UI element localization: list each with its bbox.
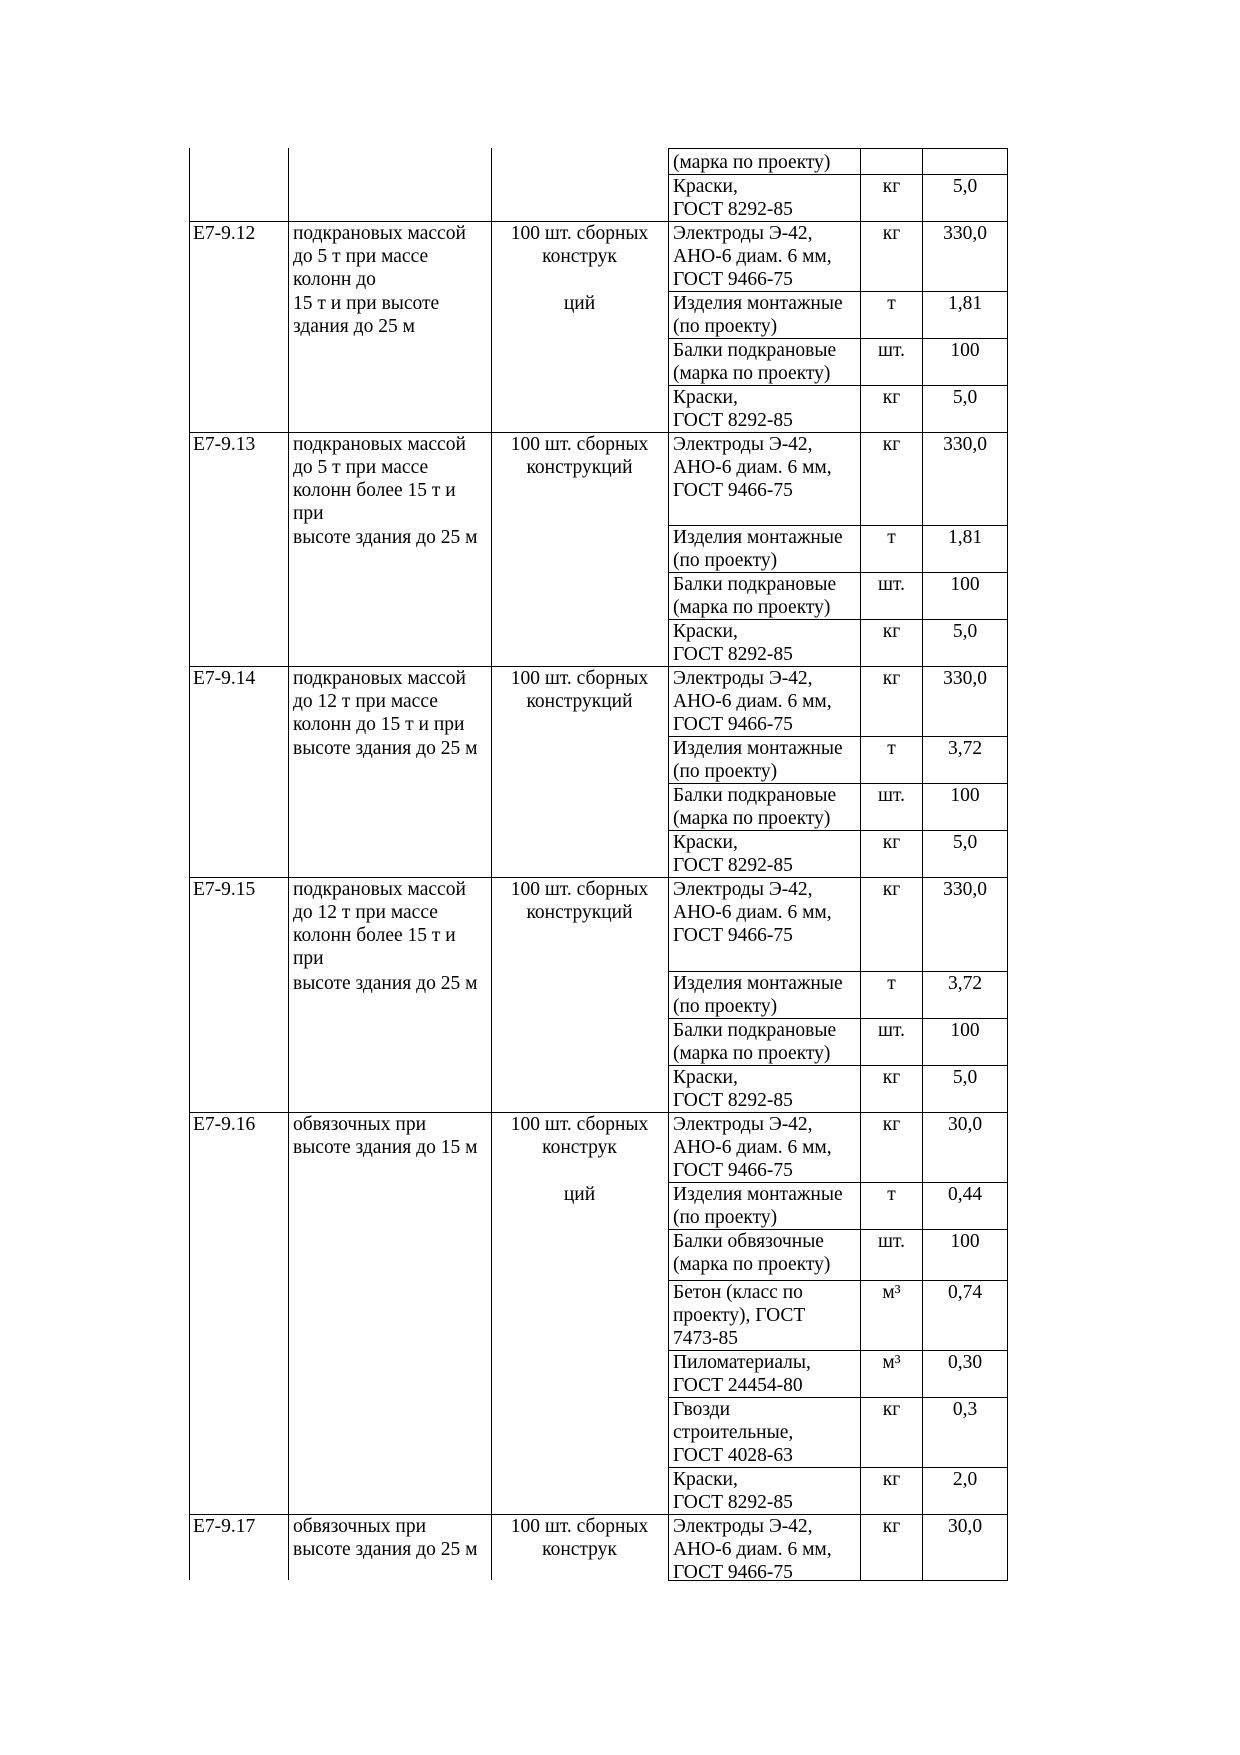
material-name: Краски, ГОСТ 8292-85: [673, 387, 793, 431]
material-name: Электроды Э-42, АНО-6 диам. 6 мм, ГОСТ 9466-75: [673, 1516, 832, 1583]
row-description-cont: 15 т и при высоте здания до 25 м: [293, 293, 440, 337]
material-qty: 0,74: [947, 1282, 983, 1303]
material-qty: 0,44: [947, 1184, 983, 1205]
hline: [668, 148, 1008, 149]
row-code: Е7-9.13: [193, 434, 256, 455]
material-unit: кг: [882, 1399, 901, 1420]
material-name: Балки подкрановые (марка по проекту): [673, 785, 837, 829]
row-description-cont: высоте здания до 25 м: [293, 738, 478, 759]
row-description: обвязочных при высоте здания до 25 м: [293, 1516, 478, 1560]
material-name: Краски, ГОСТ 8292-85: [673, 1469, 793, 1513]
material-unit: шт.: [878, 574, 905, 595]
material-name: Гвозди строительные, ГОСТ 4028-63: [673, 1399, 794, 1466]
material-qty: 100: [950, 1020, 980, 1041]
material-name: Балки подкрановые (марка по проекту): [673, 574, 837, 618]
material-name: Краски, ГОСТ 8292-85: [673, 832, 793, 876]
material-qty: 330,0: [943, 434, 987, 455]
material-unit: кг: [882, 1516, 901, 1537]
row-description-cont: высоте здания до 25 м: [293, 973, 478, 994]
material-name: Краски, ГОСТ 8292-85: [673, 621, 793, 665]
material-name: Балки обвязочные (марка по проекту): [673, 1231, 831, 1275]
row-description: подкрановых массой до 12 т при массе колонн до 15 т и при: [293, 668, 466, 735]
row-code: Е7-9.15: [193, 879, 256, 900]
material-name: Балки подкрановые (марка по проекту): [673, 340, 837, 384]
material-unit: т: [887, 293, 896, 314]
material-qty: 5,0: [952, 832, 978, 853]
row-unit-cont: ций: [563, 293, 596, 314]
col-line-7: [1007, 148, 1008, 1580]
material-unit: шт.: [878, 1231, 905, 1252]
row-code: Е7-9.12: [193, 223, 256, 244]
row-unit: 100 шт. сборных конструкций: [510, 879, 649, 923]
material-qty: 1,81: [947, 293, 983, 314]
material-name: Краски, ГОСТ 8292-85: [673, 1067, 793, 1111]
material-qty: 100: [950, 574, 980, 595]
material-name: Изделия монтажные (по проекту): [673, 293, 843, 337]
material-qty: 100: [950, 785, 980, 806]
material-qty: 0,3: [952, 1399, 978, 1420]
col-line-3: [491, 148, 492, 1580]
material-name: Бетон (класс по проекту), ГОСТ 7473-85: [673, 1282, 806, 1349]
material-qty: 5,0: [952, 387, 978, 408]
material-unit: кг: [882, 387, 901, 408]
material-qty: 5,0: [952, 1067, 978, 1088]
material-qty: 330,0: [943, 668, 987, 689]
material-unit: шт.: [878, 785, 905, 806]
row-unit: 100 шт. сборных конструк: [510, 223, 649, 267]
row-description: обвязочных при высоте здания до 15 м: [293, 1114, 478, 1158]
material-unit: шт.: [878, 1020, 905, 1041]
material-qty: 30,0: [947, 1114, 983, 1135]
row-code: Е7-9.16: [193, 1114, 256, 1135]
col-line-4: [668, 148, 669, 1580]
material-unit: кг: [882, 1067, 901, 1088]
material-qty: 30,0: [947, 1516, 983, 1537]
material-unit: кг: [882, 879, 901, 900]
material-qty: 100: [950, 1231, 980, 1252]
row-code: Е7-9.14: [193, 668, 256, 689]
material-qty: 330,0: [943, 223, 987, 244]
material-unit: т: [887, 973, 896, 994]
material-unit: т: [887, 738, 896, 759]
material-unit: кг: [882, 223, 901, 244]
material-name: Электроды Э-42, АНО-6 диам. 6 мм, ГОСТ 9466-75: [673, 668, 832, 735]
material-name: Электроды Э-42, АНО-6 диам. 6 мм, ГОСТ 9466-75: [673, 223, 832, 290]
material-qty: 330,0: [943, 879, 987, 900]
material-name: Балки подкрановые (марка по проекту): [673, 1020, 837, 1064]
material-name: Электроды Э-42, АНО-6 диам. 6 мм, ГОСТ 9466-75: [673, 879, 832, 946]
row-code: Е7-9.17: [193, 1516, 256, 1537]
material-name: (марка по проекту): [673, 152, 831, 173]
material-qty: 100: [950, 340, 980, 361]
row-unit: 100 шт. сборных конструк: [510, 1516, 649, 1560]
material-qty: 5,0: [952, 621, 978, 642]
material-unit: т: [887, 1184, 896, 1205]
row-unit: 100 шт. сборных конструк: [510, 1114, 649, 1158]
material-unit: кг: [882, 668, 901, 689]
row-unit: 100 шт. сборных конструкций: [510, 434, 649, 478]
material-unit: шт.: [878, 340, 905, 361]
col-line-1: [189, 148, 190, 1580]
material-name: Изделия монтажные (по проекту): [673, 1184, 843, 1228]
row-description: подкрановых массой до 5 т при массе колонн до: [293, 223, 466, 290]
material-name: Пиломатериалы, ГОСТ 24454-80: [673, 1352, 811, 1396]
row-unit-cont: ций: [563, 1184, 596, 1205]
material-name: Краски, ГОСТ 8292-85: [673, 176, 793, 220]
material-name: Электроды Э-42, АНО-6 диам. 6 мм, ГОСТ 9466-75: [673, 434, 832, 501]
material-unit: кг: [882, 176, 901, 197]
material-unit: кг: [882, 621, 901, 642]
material-unit: т: [887, 527, 896, 548]
material-unit: кг: [882, 832, 901, 853]
material-name: Изделия монтажные (по проекту): [673, 973, 843, 1017]
material-qty: 0,30: [947, 1352, 983, 1373]
material-unit: кг: [882, 1469, 901, 1490]
material-name: Электроды Э-42, АНО-6 диам. 6 мм, ГОСТ 9466-75: [673, 1114, 832, 1181]
material-unit: м³: [882, 1352, 901, 1373]
material-qty: 3,72: [947, 738, 983, 759]
material-qty: 1,81: [947, 527, 983, 548]
row-description: подкрановых массой до 5 т при массе колонн более 15 т и при: [293, 434, 466, 524]
material-qty: 2,0: [952, 1469, 978, 1490]
material-unit: кг: [882, 434, 901, 455]
material-name: Изделия монтажные (по проекту): [673, 738, 843, 782]
row-description: подкрановых массой до 12 т при массе колонн более 15 т и при: [293, 879, 466, 969]
row-description-cont: высоте здания до 25 м: [293, 527, 478, 548]
material-name: Изделия монтажные (по проекту): [673, 527, 843, 571]
row-unit: 100 шт. сборных конструкций: [510, 668, 649, 712]
col-line-2: [288, 148, 289, 1580]
material-qty: 3,72: [947, 973, 983, 994]
material-unit: кг: [882, 1114, 901, 1135]
material-unit: м³: [882, 1282, 901, 1303]
material-qty: 5,0: [952, 176, 978, 197]
